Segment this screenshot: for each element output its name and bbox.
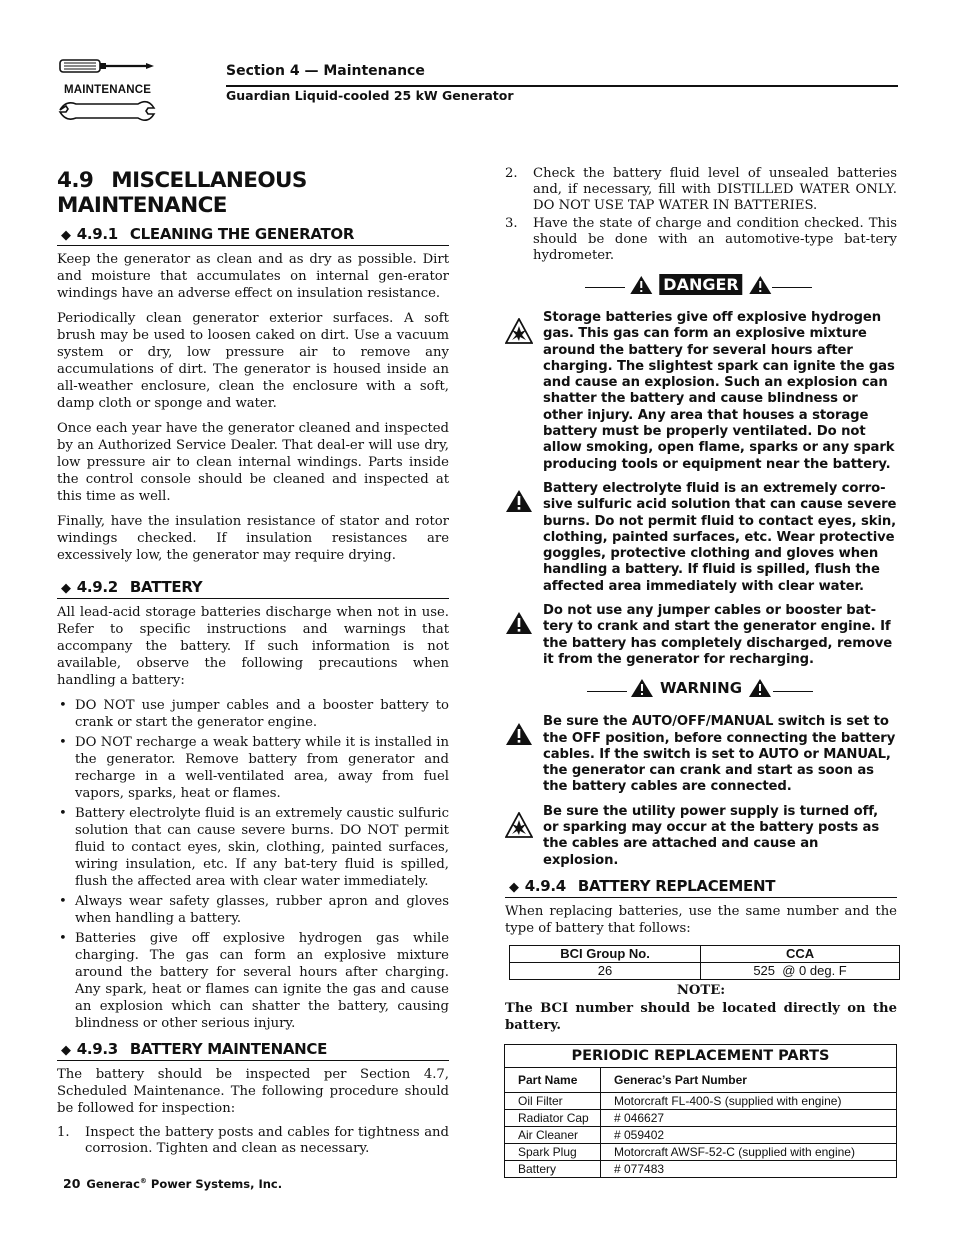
list-item-text: Batteries give off explosive hydrogen gas while charging. The gas can form an explosive mixture around the battery for several hours after charging. Any spark, heat or flames can ignite the gas and cause an explosion which can shatter the battery, causing blindness or other serious injury. bbox=[75, 931, 449, 1031]
right-column bbox=[505, 166, 897, 1178]
list-item: • Always wear safety glasses, rubber apron and gloves when handling a battery. bbox=[59, 894, 449, 926]
table-cell: 525 @ 0 deg. F bbox=[701, 962, 900, 979]
header-rule bbox=[226, 85, 898, 87]
step-text: Check the battery fluid level of unsealed batteries and, if necessary, fill with DISTILLED WATER ONLY. DO NOT USE TAP WATER IN BATTERIES. bbox=[533, 166, 897, 213]
paragraph: Once each year have the generator cleaned and inspected by an Authorized Service Dealer. That deal-er will use dry, low pressure air to clean internal windings. Parts inside the control console should be cleaned and inspected at this time as well. bbox=[57, 421, 449, 504]
table-header-cell: Generac’s Part Number bbox=[601, 1067, 897, 1092]
list-item: • DO NOT use jumper cables and a booster battery to crank or start the generator engine. bbox=[59, 698, 449, 730]
table-row bbox=[510, 962, 900, 979]
table-row bbox=[505, 1109, 897, 1126]
heading-number: 4.9.3 bbox=[76, 1040, 118, 1058]
warning-item bbox=[505, 714, 897, 795]
table-header-cell: BCI Group No. bbox=[510, 945, 701, 962]
table-header-cell: CCA bbox=[701, 945, 900, 962]
heading-battery-replacement bbox=[505, 877, 897, 898]
inspection-steps-continued bbox=[505, 166, 897, 264]
heading-number: 4.9.2 bbox=[76, 578, 118, 596]
table-caption: PERIODIC REPLACEMENT PARTS bbox=[505, 1044, 897, 1067]
diamond-icon: ◆ bbox=[61, 1043, 71, 1058]
danger-item bbox=[505, 603, 897, 668]
danger-text: Storage batteries give off explosive hydrogen gas. This gas can form an explosive mixture around the battery for several hours after charging. The slightest spark can ignite the gas and cause an explosion. Such an explosion can shatter the battery and cause blindness or other injury. Any area that houses a storage battery must be properly ventilated. Do not allow smoking, open flame, sparks or any spark producing tools or equipment near the battery. bbox=[543, 310, 895, 472]
paragraph: When replacing batteries, use the same number and the type of battery that follows: bbox=[505, 903, 897, 936]
paragraph: Keep the generator as clean and as dry as possible. Dirt and moisture that accumulates on internal gen-erator windings have an adverse effect on insulation resistance. bbox=[57, 252, 449, 301]
danger-item bbox=[505, 481, 897, 595]
table-row bbox=[505, 1092, 897, 1109]
heading-cleaning bbox=[57, 225, 449, 246]
table-row bbox=[505, 1126, 897, 1143]
list-item-text: Always wear safety glasses, rubber apron and gloves when handling a battery. bbox=[75, 894, 449, 926]
registered-mark: ® bbox=[139, 1177, 147, 1186]
heading-number: 4.9.1 bbox=[76, 225, 118, 243]
page-footer bbox=[63, 1176, 282, 1191]
warning-item bbox=[505, 804, 897, 869]
note-text: The BCI number should be located directly on the battery. bbox=[505, 1000, 897, 1033]
table-cell: Motorcraft AWSF-52-C (supplied with engine) bbox=[601, 1143, 897, 1160]
table-caption-row bbox=[505, 1044, 897, 1067]
diamond-icon: ◆ bbox=[61, 581, 71, 596]
danger-text: Do not use any jumper cables or booster bat-tery to crank and start the generator engine. If the battery has completely discharged, remove it from the generator for recharging. bbox=[543, 603, 893, 667]
list-item: • Batteries give off explosive hydrogen gas while charging. The gas can form an explosive mixture around the battery for several hours after charging. Any spark, heat or flames can ignite the gas and cause an explosion which can shatter the battery, causing blindness or other serious injury. bbox=[59, 931, 449, 1031]
list-item bbox=[505, 216, 897, 264]
warning-banner bbox=[505, 678, 897, 706]
paragraph: Periodically clean generator exterior surfaces. A soft brush may be used to loosen caked on dirt. Use a vacuum system or dry, low pressure air to remove any accumulations of dirt. The generator is housed inside an all-weather enclosure, clean the enclosure with a soft, damp cloth or sponge and water. bbox=[57, 311, 449, 411]
heading-battery-maintenance bbox=[57, 1040, 449, 1061]
caution-triangle-icon bbox=[629, 275, 653, 295]
table-row bbox=[505, 1160, 897, 1177]
table-cell: # 077483 bbox=[601, 1160, 897, 1177]
paragraph: All lead-acid storage batteries discharge when not in use. Refer to specific instructions and warnings that accompany the battery. If such information is not available, observe the following precautions when handling a battery: bbox=[57, 605, 449, 688]
diamond-icon: ◆ bbox=[509, 879, 519, 895]
table-header-row bbox=[505, 1067, 897, 1092]
document-subtitle: Guardian Liquid-cooled 25 kW Generator bbox=[226, 88, 514, 103]
bci-table bbox=[509, 945, 900, 980]
explosion-hazard-icon bbox=[505, 318, 533, 344]
page-number: 20 bbox=[63, 1176, 81, 1191]
battery-precautions-list bbox=[57, 697, 449, 1032]
caution-triangle-icon bbox=[749, 275, 773, 295]
table-header-cell: Part Name bbox=[505, 1067, 601, 1092]
warning-label: WARNING bbox=[659, 679, 743, 698]
table-cell: Oil Filter bbox=[505, 1092, 601, 1109]
list-item: • Battery electrolyte fluid is an extremely caustic sulfuric solution that can cause severe burns. DO NOT permit fluid to contact eyes, skin, clothing, painted surfaces, wiring insulation, etc. If any bat-tery fluid is spilled, flush the affected area with clear water immediately. bbox=[59, 806, 449, 889]
step-text: Inspect the battery posts and cables for tightness and corrosion. Tighten and clean as necessary. bbox=[85, 1125, 449, 1156]
section-header: Section 4 — Maintenance bbox=[226, 63, 425, 79]
table-cell: Spark Plug bbox=[505, 1143, 601, 1160]
paragraph: The battery should be inspected per Section 4.7, Scheduled Maintenance. The following procedure should be followed for inspection: bbox=[57, 1067, 449, 1116]
caution-triangle-icon bbox=[505, 722, 533, 746]
heading-text: BATTERY MAINTENANCE bbox=[129, 1040, 328, 1058]
table-cell: Radiator Cap bbox=[505, 1109, 601, 1126]
paragraph: Finally, have the insulation resistance of stator and rotor windings checked. If insulation resistances are excessively low, the generator may require drying. bbox=[57, 514, 449, 563]
heading-number: 4.9.4 bbox=[524, 876, 566, 895]
title-number: 4.9 bbox=[57, 168, 94, 193]
table-cell: # 059402 bbox=[601, 1126, 897, 1143]
inspection-steps bbox=[57, 1125, 449, 1157]
table-cell: Air Cleaner bbox=[505, 1126, 601, 1143]
danger-label: DANGER bbox=[659, 274, 742, 295]
table-header-row bbox=[510, 945, 900, 962]
heading-battery bbox=[57, 578, 449, 599]
list-item bbox=[505, 166, 897, 214]
list-item bbox=[57, 1125, 449, 1157]
step-number: 2. bbox=[505, 166, 518, 181]
warning-text: Be sure the AUTO/OFF/MANUAL switch is set to the OFF position, before connecting the battery cables. If the switch is set to AUTO or MANUAL, the generator can crank and start as soon as the battery cables are connected. bbox=[543, 714, 896, 795]
caution-triangle-icon bbox=[505, 611, 533, 635]
footer-company: Generac bbox=[86, 1177, 140, 1191]
list-item: • DO NOT recharge a weak battery while it is installed in the generator. Remove battery from generator and recharge in a well-ventilated area, away from fuel vapors, sparks, heat or flames. bbox=[59, 735, 449, 801]
step-number: 3. bbox=[505, 216, 518, 231]
heading-text: CLEANING THE GENERATOR bbox=[129, 225, 355, 243]
table-row bbox=[505, 1143, 897, 1160]
left-column bbox=[57, 168, 449, 1163]
step-text: Have the state of charge and condition checked. This should be done with an automotive-type bat-tery hydrometer. bbox=[533, 216, 897, 263]
footer-company-suffix: Power Systems, Inc. bbox=[146, 1177, 283, 1191]
danger-item bbox=[505, 310, 897, 473]
danger-text: Battery electrolyte fluid is an extremely corro-sive sulfuric acid solution that can cause severe burns. Do not permit fluid to contact eyes, skin, clothing, painted surfaces, etc. Wear protective goggles, protective clothing and gloves when handling a battery. If fluid is spilled, flush the affected area immediately with clear water. bbox=[543, 480, 897, 594]
explosion-hazard-icon bbox=[505, 812, 533, 838]
note-label: NOTE: bbox=[676, 982, 726, 998]
heading-text: BATTERY REPLACEMENT bbox=[577, 876, 776, 895]
logo-label: MAINTENANCE bbox=[64, 84, 152, 96]
caution-triangle-icon bbox=[505, 489, 533, 513]
list-item-text: Battery electrolyte fluid is an extremely caustic sulfuric solution that can cause severe burns. DO NOT permit fluid to contact eyes, skin, clothing, painted surfaces, wiring insulation, etc. If any bat-tery fluid is spilled, flush the affected area with clear water immediately. bbox=[75, 806, 449, 889]
table-cell: 26 bbox=[510, 962, 701, 979]
caution-triangle-icon bbox=[630, 678, 654, 698]
periodic-replacement-parts-table bbox=[504, 1044, 897, 1178]
heading-text: BATTERY bbox=[129, 578, 203, 596]
title-text: MISCELLANEOUS MAINTENANCE bbox=[57, 168, 307, 218]
table-cell: Motorcraft FL-400-S (supplied with engine) bbox=[601, 1092, 897, 1109]
diamond-icon: ◆ bbox=[61, 228, 71, 243]
danger-banner bbox=[505, 274, 897, 302]
list-item-text: DO NOT use jumper cables and a booster battery to crank or start the generator engine. bbox=[75, 698, 449, 730]
page-title bbox=[57, 168, 449, 218]
warning-text: Be sure the utility power supply is turned off, or sparking may occur at the battery posts as the cables are attached and cause an explosion. bbox=[543, 803, 880, 868]
caution-triangle-icon bbox=[748, 678, 772, 698]
table-cell: Battery bbox=[505, 1160, 601, 1177]
step-number: 1. bbox=[57, 1125, 70, 1140]
list-item-text: DO NOT recharge a weak battery while it is installed in the generator. Remove battery from generator and recharge in a well-ventilated area, away from fuel vapors, sparks, heat or flames. bbox=[75, 735, 449, 801]
table-cell: # 046627 bbox=[601, 1109, 897, 1126]
